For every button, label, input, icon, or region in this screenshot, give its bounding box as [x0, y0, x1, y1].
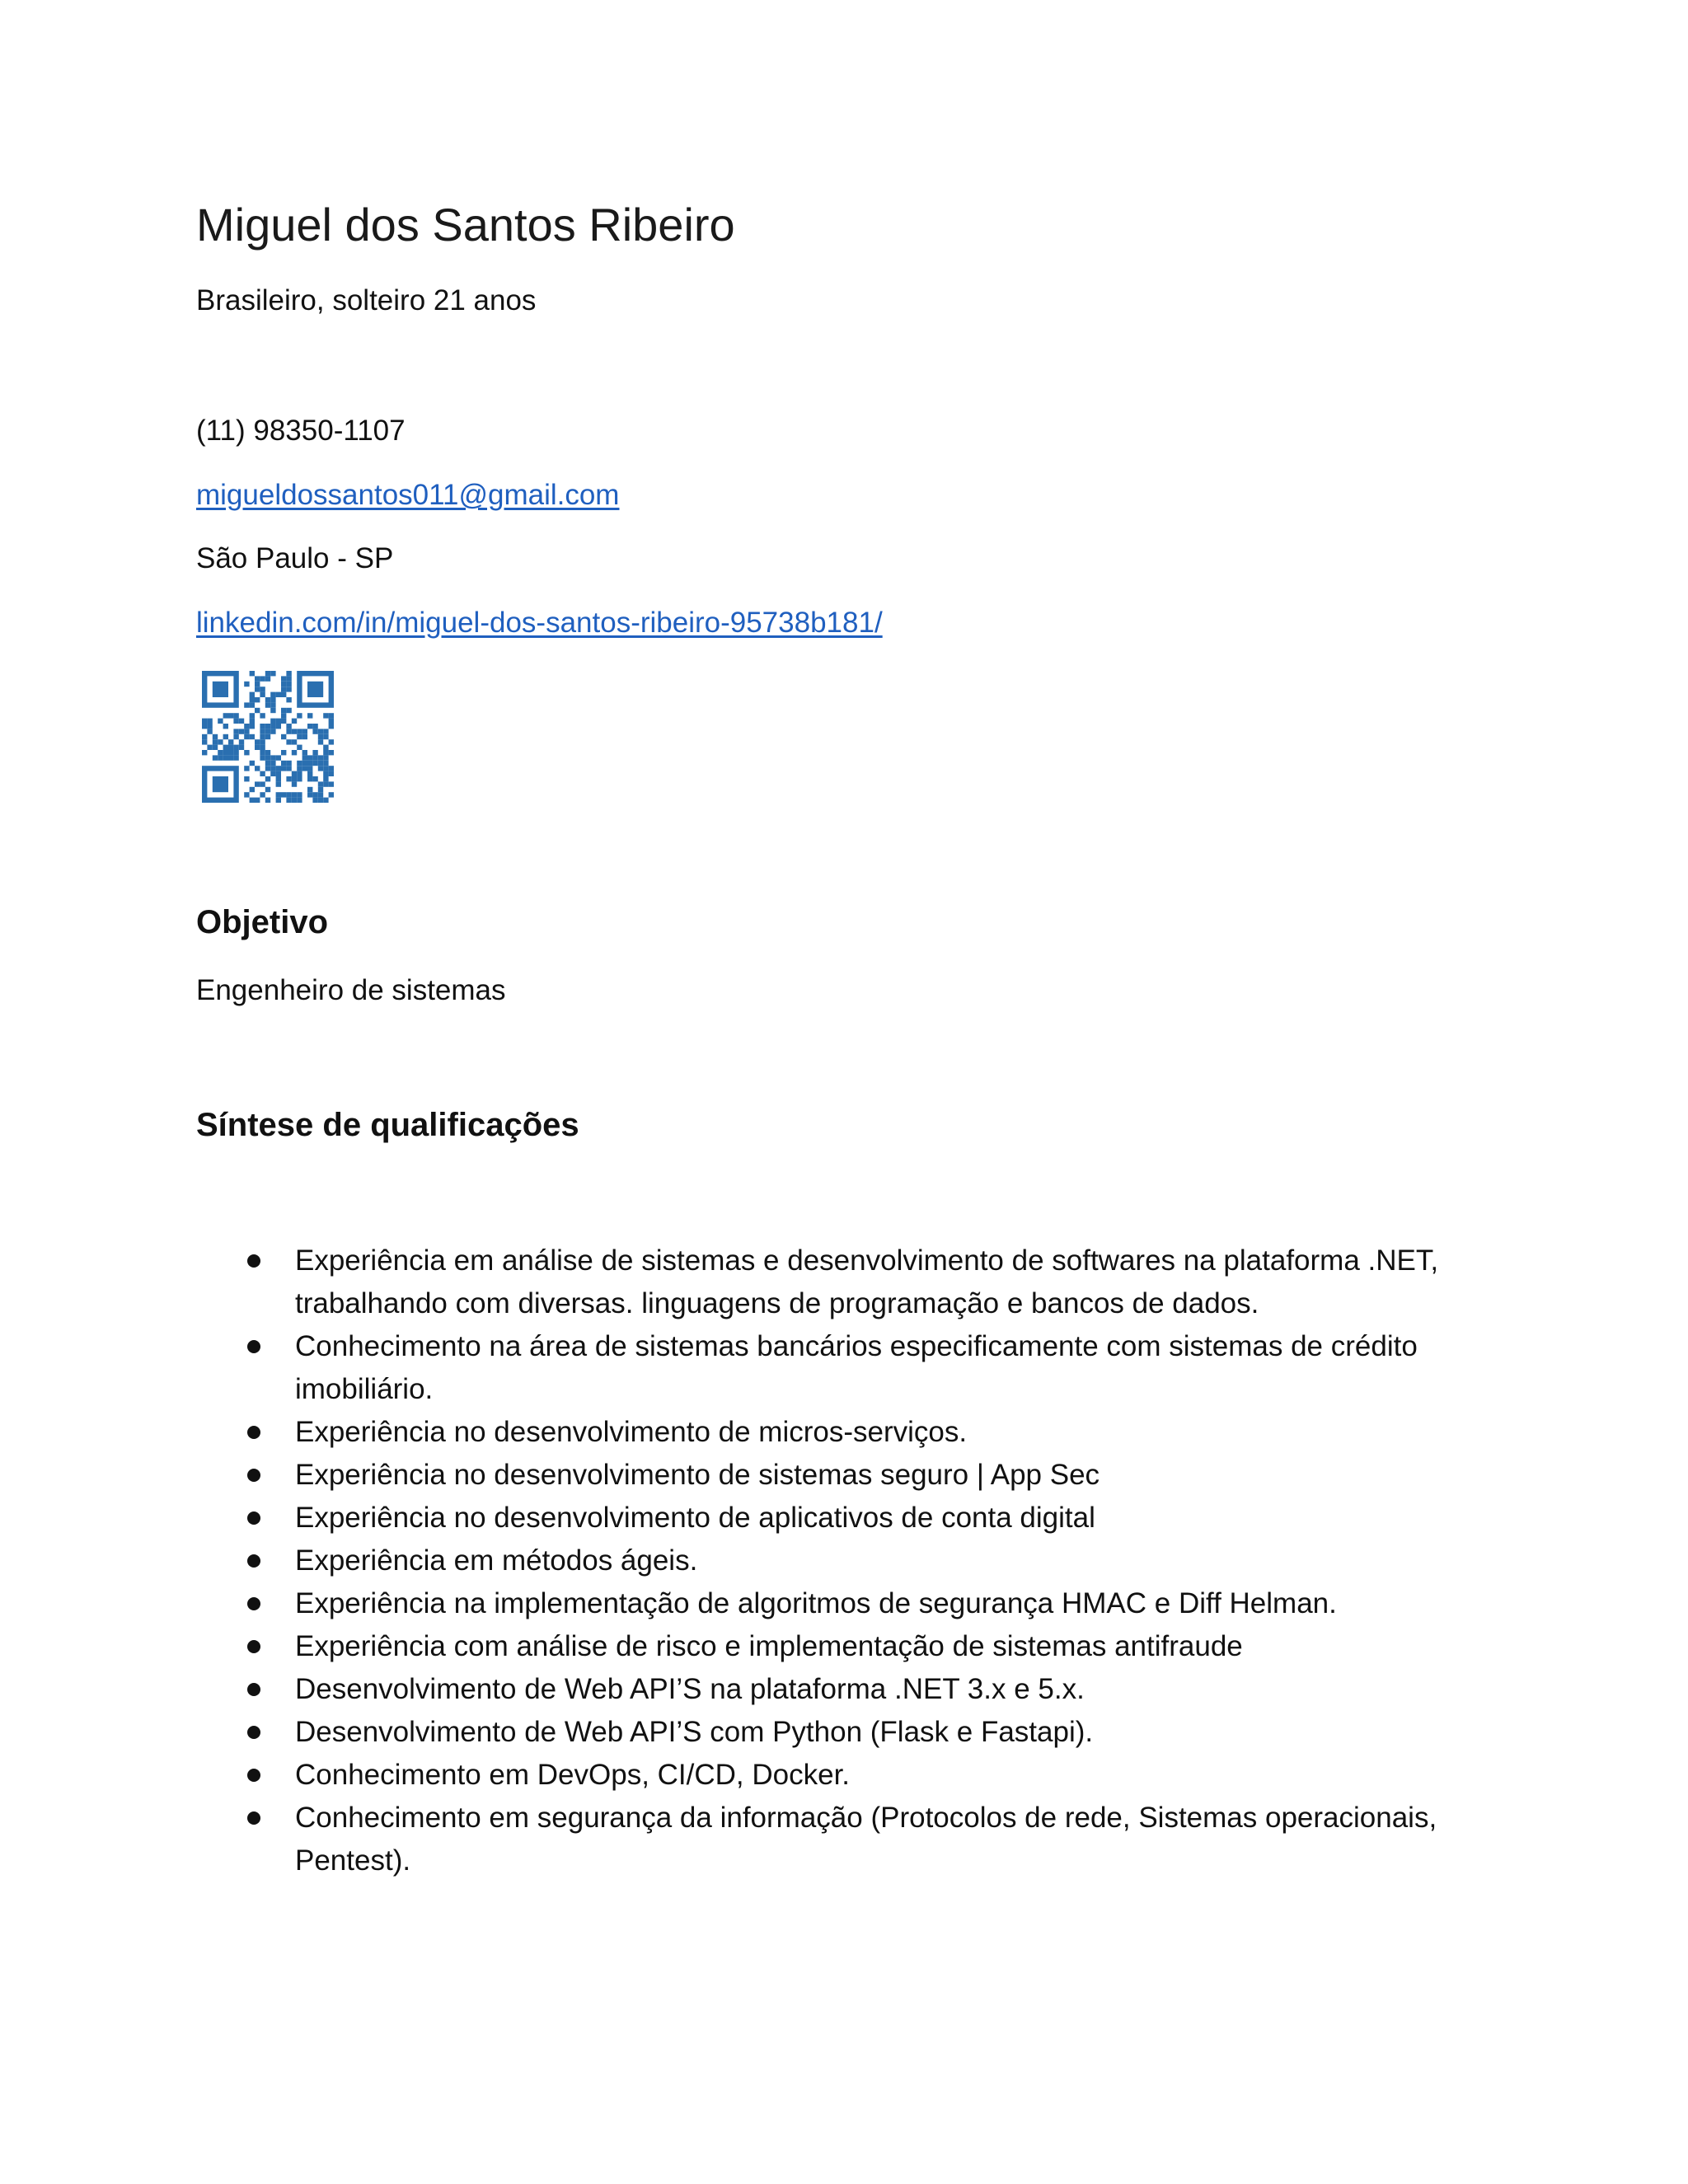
- linkedin-link[interactable]: linkedin.com/in/miguel-dos-santos-ribeiro-95738b181/: [196, 607, 883, 639]
- list-item-text: Experiência na implementação de algoritmos de segurança HMAC e Diff Helman.: [295, 1587, 1337, 1619]
- list-item: [196, 1497, 1482, 1540]
- list-item: [196, 1240, 1482, 1325]
- list-item-text: Experiência no desenvolvimento de aplicativos de conta digital: [295, 1502, 1095, 1534]
- bullet-icon: [247, 1426, 260, 1439]
- bullet-icon: [247, 1554, 260, 1568]
- qualifications-list: [196, 1240, 1482, 1882]
- list-item-text: Experiência em análise de sistemas e desenvolvimento de softwares na plataforma .NET, trabalhando com diversas. linguagens de programação e bancos de dados.: [295, 1244, 1439, 1319]
- linkedin-line: [196, 605, 883, 641]
- personal-info: Brasileiro, solteiro 21 anos: [196, 284, 537, 316]
- list-item-text: Experiência no desenvolvimento de sistemas seguro | App Sec: [295, 1459, 1100, 1491]
- list-item-text: Conhecimento em DevOps, CI/CD, Docker.: [295, 1759, 851, 1791]
- list-item: [196, 1325, 1482, 1411]
- phone-number: (11) 98350-1107: [196, 415, 406, 447]
- location: São Paulo - SP: [196, 542, 394, 574]
- list-item: [196, 1582, 1482, 1625]
- list-item: [196, 1625, 1482, 1668]
- qr-code-icon: [201, 666, 335, 813]
- list-item: [196, 1411, 1482, 1454]
- bullet-icon: [247, 1597, 260, 1610]
- bullet-icon: [247, 1469, 260, 1482]
- list-item-text: Conhecimento em segurança da informação (Protocolos de rede, Sistemas operacionais, Pentest).: [295, 1802, 1437, 1877]
- objective-heading: Objetivo: [196, 904, 329, 940]
- candidate-name: Miguel dos Santos Ribeiro: [196, 199, 735, 251]
- list-item: [196, 1540, 1482, 1582]
- list-item: [196, 1754, 1482, 1797]
- bullet-icon: [247, 1683, 260, 1696]
- list-item: [196, 1454, 1482, 1497]
- list-item-text: Desenvolvimento de Web API’S com Python (Flask e Fastapi).: [295, 1716, 1094, 1748]
- bullet-icon: [247, 1769, 260, 1782]
- bullet-icon: [247, 1811, 260, 1825]
- list-item-text: Experiência no desenvolvimento de micros-serviços.: [295, 1416, 968, 1448]
- bullet-icon: [247, 1340, 260, 1353]
- list-item-text: Desenvolvimento de Web API’S na plataforma .NET 3.x e 5.x.: [295, 1673, 1085, 1705]
- list-item: [196, 1797, 1482, 1882]
- list-item-text: Experiência em métodos ágeis.: [295, 1544, 698, 1577]
- bullet-icon: [247, 1254, 260, 1268]
- email-link[interactable]: migueldossantos011@gmail.com: [196, 479, 620, 511]
- email-line: [196, 477, 619, 513]
- list-item: [196, 1668, 1482, 1711]
- objective-text: Engenheiro de sistemas: [196, 974, 506, 1006]
- bullet-icon: [247, 1640, 260, 1653]
- list-item-text: Experiência com análise de risco e implementação de sistemas antifraude: [295, 1630, 1243, 1662]
- list-item: [196, 1711, 1482, 1754]
- bullet-icon: [247, 1726, 260, 1739]
- list-item-text: Conhecimento na área de sistemas bancários especificamente com sistemas de crédito imobiliário.: [295, 1330, 1418, 1405]
- qualifications-heading: Síntese de qualificações: [196, 1107, 579, 1143]
- bullet-icon: [247, 1511, 260, 1525]
